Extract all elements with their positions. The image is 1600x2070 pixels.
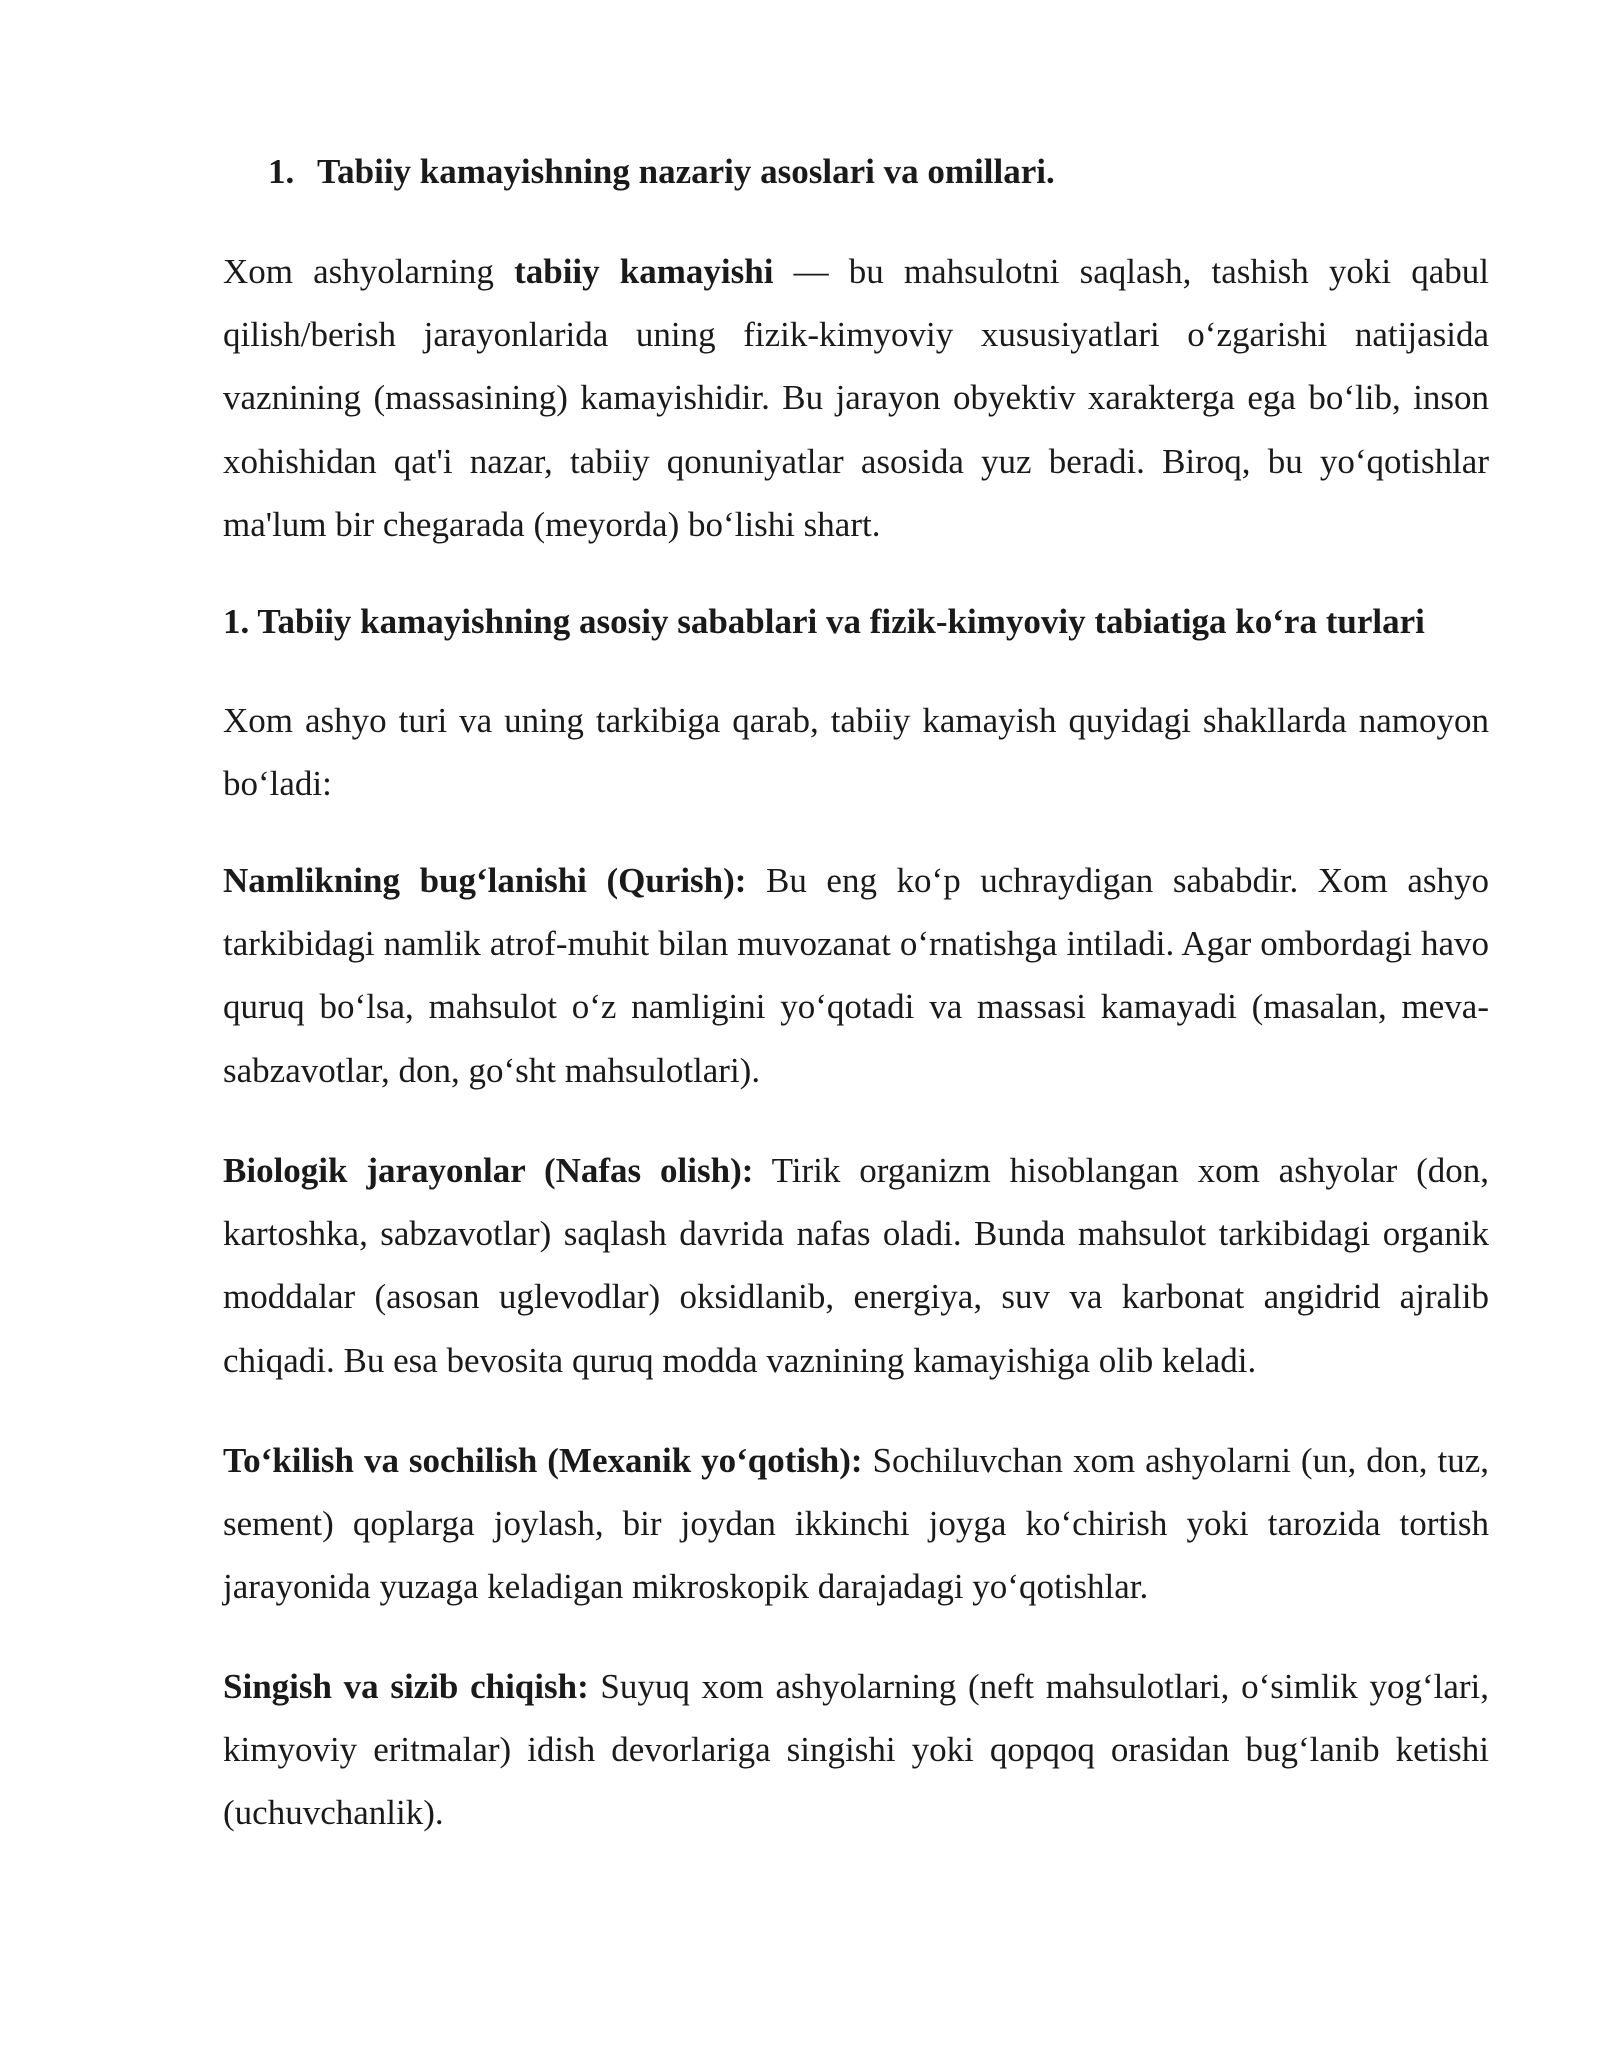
intro-term: tabiiy kamayishi: [514, 252, 774, 291]
cause-text: Sochiluvchan xom ashyolarni (un, don, tuz, sement) qoplarga joylash, bir joydan ikkinchi joyga koʻchirish yoki tarozida tortish jarayonida yuzaga keladigan mikroskopik darajadagi yoʻqotishlar.: [223, 1441, 1489, 1607]
cause-title: Toʻkilish va sochilish (Mexanik yoʻqotish):: [223, 1441, 863, 1480]
cause-paragraph-mechanical: [223, 1429, 1489, 1619]
lead-paragraph: Xom ashyo turi va uning tarkibiga qarab, tabiiy kamayish quyidagi shakllarda namoyon boʻladi:: [223, 701, 1489, 804]
cause-title: Biologik jarayonlar (Nafas olish):: [223, 1151, 754, 1190]
cause-title: Singish va sizib chiqish:: [223, 1667, 589, 1706]
cause-paragraph-biological: [223, 1139, 1489, 1392]
intro-paragraph: [223, 240, 1489, 556]
subheading: 1. Tabiiy kamayishning asosiy sabablari va fizik-kimyoviy tabiatiga koʻra turlari: [223, 602, 1425, 641]
cause-text: Bu eng koʻp uchraydigan sababdir. Xom ashyo tarkibidagi namlik atrof-muhit bilan muvozanat oʻrnatishga intiladi. Agar ombordagi havo quruq boʻlsa, mahsulot oʻz namligini yoʻqotadi va massasi kamayadi (masalan, meva-sabzavotlar, don, goʻsht mahsulotlari).: [223, 861, 1490, 1090]
intro-body: — bu mahsulotni saqlash, tashish yoki qabul qilish/berish jarayonlarida uning fizik-kimyoviy xususiyatlari oʻzgarishi natijasida vaznining (massasining) kamayishidir. Bu jarayon obyektiv xarakterga ega boʻlib, inson xohishidan qat'i nazar, tabiiy qonuniyatlar asosida yuz beradi. Biroq, bu yoʻqotishlar ma'lum bir chegarada (meyorda) boʻlishi shart.: [223, 252, 1489, 544]
cause-text: Suyuq xom ashyolarning (neft mahsulotlari, oʻsimlik yogʻlari, kimyoviy eritmalar) idish devorlariga singishi yoki qopqoq orasidan bugʻlanib ketishi (uchuvchanlik).: [223, 1667, 1489, 1833]
cause-paragraph-absorption: [223, 1655, 1489, 1845]
cause-text: Tirik organizm hisoblangan xom ashyolar (don, kartoshka, sabzavotlar) saqlash davrida nafas oladi. Bunda mahsulot tarkibidagi organik moddalar (asosan uglevodlar) oksidlanib, energiya, suv va karbonat angidrid ajralib chiqadi. Bu esa bevosita quruq modda vaznining kamayishiga olib keladi.: [223, 1151, 1489, 1380]
intro-lead: Xom ashyolarning: [223, 252, 515, 291]
cause-paragraph-evaporation: [223, 849, 1489, 1102]
section-heading: [268, 140, 1055, 203]
cause-title: Namlikning bugʻlanishi (Qurish):: [223, 861, 747, 900]
section-number: 1.: [268, 152, 295, 191]
section-title: Tabiiy kamayishning nazariy asoslari va omillari.: [317, 152, 1055, 191]
